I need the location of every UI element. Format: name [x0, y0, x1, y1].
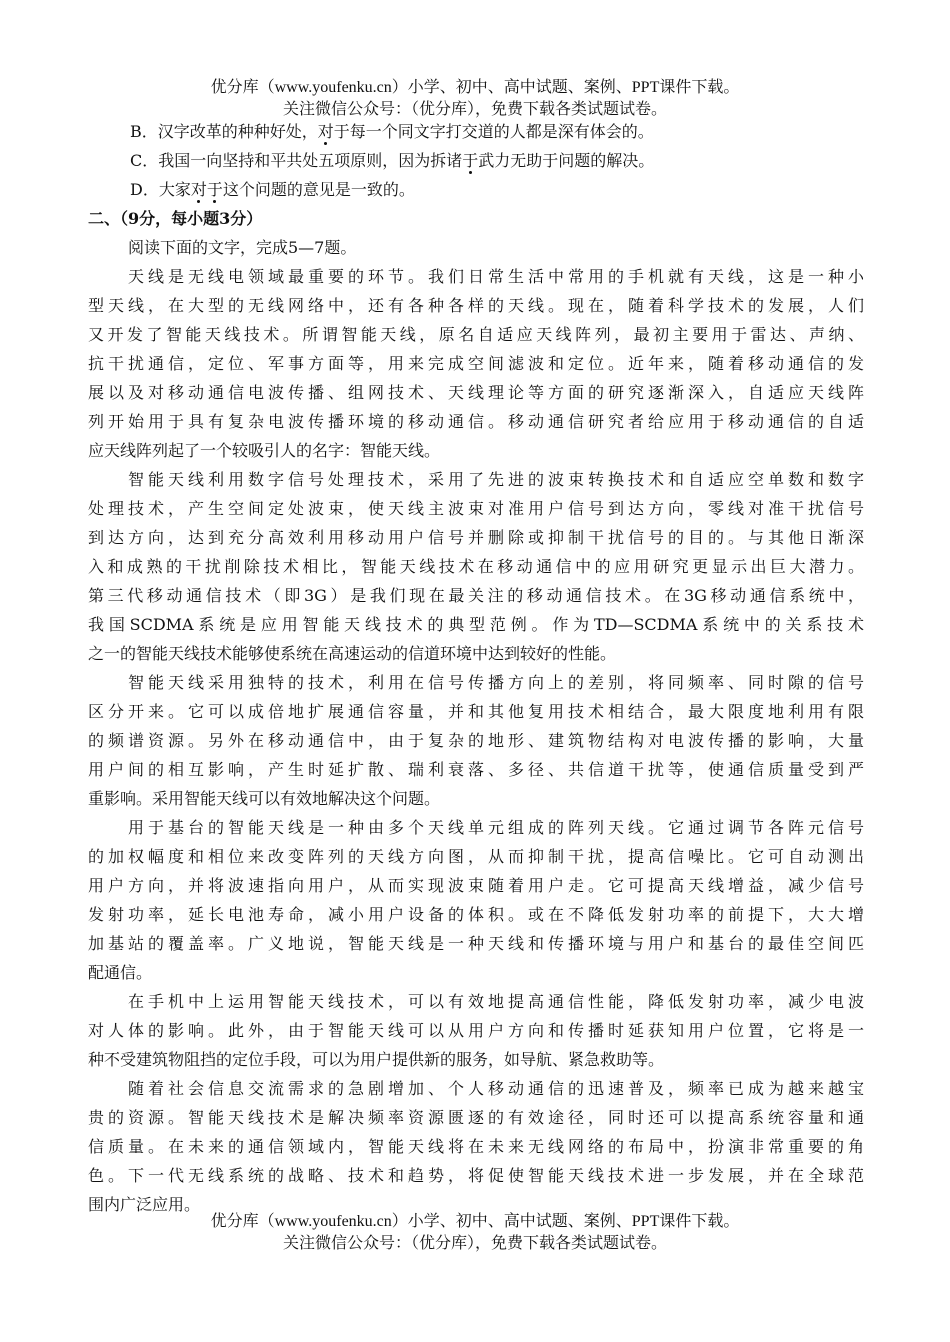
p6-line: 信质量。在未来的通信领域内，智能天线将在未来无线网络的布局中，扮演非常重要的角 [88, 1137, 864, 1156]
p3-line: 智能天线采用独特的技术，利用在信号传播方向上的差别，将同频率、同时隙的信号 [128, 673, 864, 692]
p1-line: 天线是无线电领域最重要的环节。我们日常生活中常用的手机就有天线，这是一种小 [128, 267, 864, 286]
p1-line: 又开发了智能天线技术。所谓智能天线，原名自适应天线阵列，最初主要用于雷达、声纳、 [88, 325, 864, 344]
p5-line: 在手机中上运用智能天线技术，可以有效地提高通信性能，降低发射功率，减少电波 [128, 992, 864, 1011]
option-d-dotted-char-2: 于 [206, 180, 223, 199]
p5-line: 种不受建筑物阻挡的定位手段，可以为用户提供新的服务，如导航、紧急救助等。 [88, 1050, 665, 1069]
p2-line: 我国SCDMA系统是应用智能天线技术的典型范例。作为TD—SCDMA系统中的关系技术 [88, 615, 864, 634]
p6-line: 随着社会信息交流需求的急剧增加、个人移动通信的迅速普及，频率已成为越来越宝 [128, 1079, 864, 1098]
p2-line: 入和成熟的干扰削除技术相比，智能天线技术在移动通信中的应用研究更显示出巨大潜力。 [88, 557, 864, 576]
p3-line: 用户间的相互影响，产生时延扩散、瑞利衰落、多径、共信道干扰等，使通信质量受到严 [88, 760, 864, 779]
p4-line: 加基站的覆盖率。广义地说，智能天线是一种天线和传播环境与用户和基台的最佳空间匹 [88, 934, 864, 953]
p1-line: 抗干扰通信，定位、军事方面等，用来完成空间滤波和定位。近年来，随着移动通信的发 [88, 354, 864, 373]
p4-line: 配通信。 [88, 963, 153, 982]
option-b [130, 122, 906, 142]
p4-line: 发射功率，延长电池寿命，减小用户设备的体积。或在不降低发射功率的前提下，大大增 [88, 905, 864, 924]
option-b-text-pre: B．汉字改革的种种好处， [130, 122, 318, 141]
p1-line: 列开始用于具有复杂电波传播环境的移动通信。移动通信研究者给应用于移动通信的自适 [88, 412, 864, 431]
p2-line: 智能天线利用数字信号处理技术，采用了先进的波束转换技术和自适应空单数和数字 [128, 470, 864, 489]
p1-line: 展以及对移动通信电波传播、组网技术、天线理论等方面的研究逐渐深入，自适应天线阵 [88, 383, 864, 402]
p1-line: 型天线，在大型的无线网络中，还有各种各样的天线。现在，随着科学技术的发展，人们 [88, 296, 864, 315]
footer-line-1: 优分库（www.youfenku.cn）小学、初中、高中试题、案例、PPT课件下载。 [210, 1213, 740, 1230]
section-instruction: 阅读下面的文字，完成5—7题。 [128, 238, 357, 257]
p6-line: 围内广泛应用。 [88, 1195, 201, 1214]
section-heading: 二、（9分，每小题3分） [88, 209, 263, 228]
p3-line: 重影响。采用智能天线可以有效地解决这个问题。 [88, 789, 441, 808]
option-b-dotted-char: 对 [317, 122, 334, 141]
header-line-1: 优分库（www.youfenku.cn）小学、初中、高中试题、案例、PPT课件下载。 [210, 79, 740, 96]
option-d-text-pre: D．大家 [130, 180, 191, 199]
footer-line-2: 关注微信公众号：（优分库），免费下载各类试题试卷。 [282, 1235, 667, 1252]
option-c-text-post: 武力无助于问题的解决。 [478, 151, 655, 170]
p4-line: 用户方向，并将波速指向用户，从而实现波束随着用户走。它可提高天线增益，减少信号 [88, 876, 864, 895]
p3-line: 的频谱资源。另外在移动通信中，由于复杂的地形、建筑物结构对电波传播的影响，大量 [88, 731, 864, 750]
p1-line: 应天线阵列起了一个较吸引人的名字：智能天线。 [88, 441, 441, 460]
p4-line: 用于基台的智能天线是一种由多个天线单元组成的阵列天线。它通过调节各阵元信号 [128, 818, 864, 837]
p2-line: 第三代移动通信技术（即3G）是我们现在最关注的移动通信技术。在3G移动通信系统中， [88, 586, 864, 605]
option-c-text-pre: C．我国一向坚持和平共处五项原则，因为拆诸 [130, 151, 463, 170]
option-d-dotted-char-1: 对 [190, 180, 207, 199]
p2-line: 之一的智能天线技术能够使系统在高速运动的信道环境中达到较好的性能。 [88, 644, 617, 663]
option-b-text-post: 于每一个同文字打交道的人都是深有体会的。 [333, 122, 654, 141]
p4-line: 的加权幅度和相位来改变阵列的天线方向图，从而抑制干扰，提高信噪比。它可自动测出 [88, 847, 864, 866]
p5-line: 对人体的影响。此外，由于智能天线可以从用户方向和传播时延获知用户位置，它将是一 [88, 1021, 864, 1040]
option-d [130, 180, 906, 200]
option-d-text-post: 这个问题的意见是一致的。 [222, 180, 415, 199]
p2-line: 到达方向，达到充分高效利用移动用户信号并删除或抑制干扰信号的目的。与其他日渐深 [88, 528, 864, 547]
p6-line: 贵的资源。智能天线技术是解决频率资源匮逐的有效途径，同时还可以提高系统容量和通 [88, 1108, 864, 1127]
p2-line: 处理技术，产生空间定处波束，使天线主波束对准用户信号到达方向，零线对准干扰信号 [88, 499, 864, 518]
p6-line: 色。下一代无线系统的战略、技术和趋势，将促使智能天线技术进一步发展，并在全球范 [88, 1166, 864, 1185]
p3-line: 区分开来。它可以成倍地扩展通信容量，并和其他复用技术相结合，最大限度地利用有限 [88, 702, 864, 721]
option-c [130, 151, 906, 171]
option-c-dotted-char: 于 [462, 151, 479, 170]
header-line-2: 关注微信公众号：（优分库），免费下载各类试题试卷。 [282, 101, 667, 118]
